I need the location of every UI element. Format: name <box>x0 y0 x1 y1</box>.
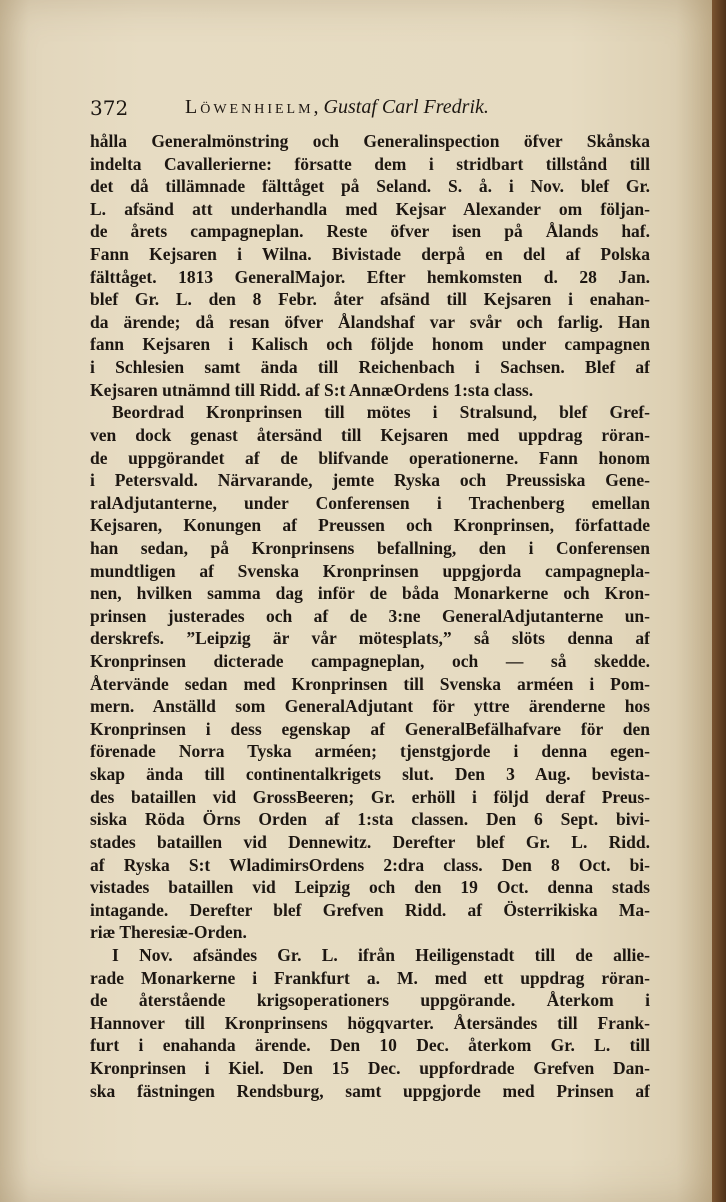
text-line: Kronprinsen i dess egenskap af GeneralBefälhafvare för den <box>90 718 650 739</box>
text-line: siska Röda Örns Orden af 1:sta classen. Den 6 Sept. bivi- <box>90 809 650 830</box>
text-line: i Petersvald. Närvarande, jemte Ryska och Preussiska Gene- <box>90 470 650 491</box>
text-line: skap ända till continentalkrigets slut. Den 3 Aug. bevista- <box>90 764 650 785</box>
text-line: ven dock genast återsänd till Kejsaren med uppdrag röran- <box>90 424 650 445</box>
text-line: de årets campagneplan. Reste öfver isen på Ålands haf. <box>90 221 650 242</box>
text-line: Kejsaren, Konungen af Preussen och Kronprinsen, författade <box>90 515 650 536</box>
text-line: riæ Theresiæ-Orden. <box>90 922 247 943</box>
text-line: L. afsänd att underhandla med Kejsar Alexander om följan- <box>90 198 650 219</box>
text-line: fann Kejsaren i Kalisch och följde honom under campagnen <box>90 334 650 355</box>
text-line: Kronprinsen i Kiel. Den 15 Dec. uppfordrade Grefven Dan- <box>90 1057 650 1078</box>
text-line: Kejsaren utnämnd till Ridd. af S:t AnnæOrdens 1:sta class. <box>90 379 534 400</box>
text-line: derskrefs. ”Leipzig är vår mötesplats,” så slöts denna af <box>90 628 650 649</box>
running-header <box>90 96 650 126</box>
text-line: fälttåget. 1813 GeneralMajor. Efter hemkomsten d. 28 Jan. <box>90 266 650 287</box>
book-edge <box>712 0 726 1202</box>
text-line: da ärende; då resan öfver Ålandshaf var svår och farlig. Han <box>90 311 650 332</box>
text-line: ska fästningen Rendsburg, samt uppgjorde med Prinsen af <box>90 1080 650 1101</box>
text-line: de uppgörandet af de blifvande operationerne. Fann honom <box>90 447 650 468</box>
text-line: i Schlesien samt ända till Reichenbach i Sachsen. Blef af <box>90 357 650 378</box>
text-line: Hannover till Kronprinsens högqvarter. Återsändes till Frank- <box>90 1012 650 1033</box>
text-line: hålla Generalmönstring och Generalinspection öfver Skånska <box>90 131 650 151</box>
header-name: Löwenhielm <box>185 96 314 118</box>
text-line: rade Monarkerne i Frankfurt a. M. med ett uppdrag röran- <box>90 967 650 988</box>
text-line: mundtligen af Svenska Kronprinsen uppgjorda campagnepla- <box>90 560 650 581</box>
text-line: vistades bataillen vid Leipzig och den 19 Oct. denna stads <box>90 877 650 898</box>
text-line: indelta Cavallerierne: försatte dem i stridbart tillstånd till <box>90 153 650 174</box>
text-line: intagande. Derefter blef Grefven Ridd. af Österrikiska Ma- <box>90 899 650 920</box>
text-line: des bataillen vid GrossBeeren; Gr. erhöll i följd deraf Preus- <box>90 786 650 807</box>
text-line: blef Gr. L. den 8 Febr. åter afsänd till Kejsaren i enahan- <box>90 289 650 310</box>
text-line: det då tillämnade fälttåget på Seland. S. å. i Nov. blef Gr. <box>90 176 650 197</box>
text-line: prinsen justerades och af de 3:ne GeneralAdjutanterne un- <box>90 605 650 626</box>
text-line: nen, hvilken samma dag inför de båda Monarkerne och Kron- <box>90 583 650 604</box>
text-line: Fann Kejsaren i Wilna. Bivistade derpå en del af Polska <box>90 244 650 265</box>
body-text <box>90 130 650 1102</box>
text-line: af Ryska S:t WladimirsOrdens 2:dra class. Den 8 Oct. bi- <box>90 854 650 875</box>
text-line: I Nov. afsändes Gr. L. ifrån Heiligenstadt till de allie- <box>112 944 650 965</box>
text-line: Beordrad Kronprinsen till mötes i Stralsund, blef Gref- <box>112 402 650 423</box>
text-line: furt i enahanda ärende. Den 10 Dec. återkom Gr. L. till <box>90 1035 650 1056</box>
page-number: 372 <box>90 96 129 120</box>
text-line: han sedan, på Kronprinsens befallning, den i Conferensen <box>90 537 650 558</box>
text-line: ralAdjutanterne, under Conferensen i Trachenberg emellan <box>90 492 650 513</box>
text-line: förenade Norra Tyska arméen; tjenstgjorde i denna egen- <box>90 741 650 762</box>
text-line: Återvände sedan med Kronprinsen till Svenska arméen i Pom- <box>90 673 650 694</box>
text-line: stades bataillen vid Dennewitz. Derefter blef Gr. L. Ridd. <box>90 831 650 852</box>
text-line: mern. Anställd som GeneralAdjutant för yttre ärenderne hos <box>90 696 650 717</box>
header-title: Löwenhielm, Gustaf Carl Fredrik. <box>185 96 489 118</box>
text-line: Kronprinsen dicterade campagneplan, och — så skedde. <box>90 651 650 672</box>
header-given-names: Gustaf Carl Fredrik. <box>323 96 489 118</box>
text-line: de återstående krigsoperationers uppgörande. Återkom i <box>90 990 650 1011</box>
